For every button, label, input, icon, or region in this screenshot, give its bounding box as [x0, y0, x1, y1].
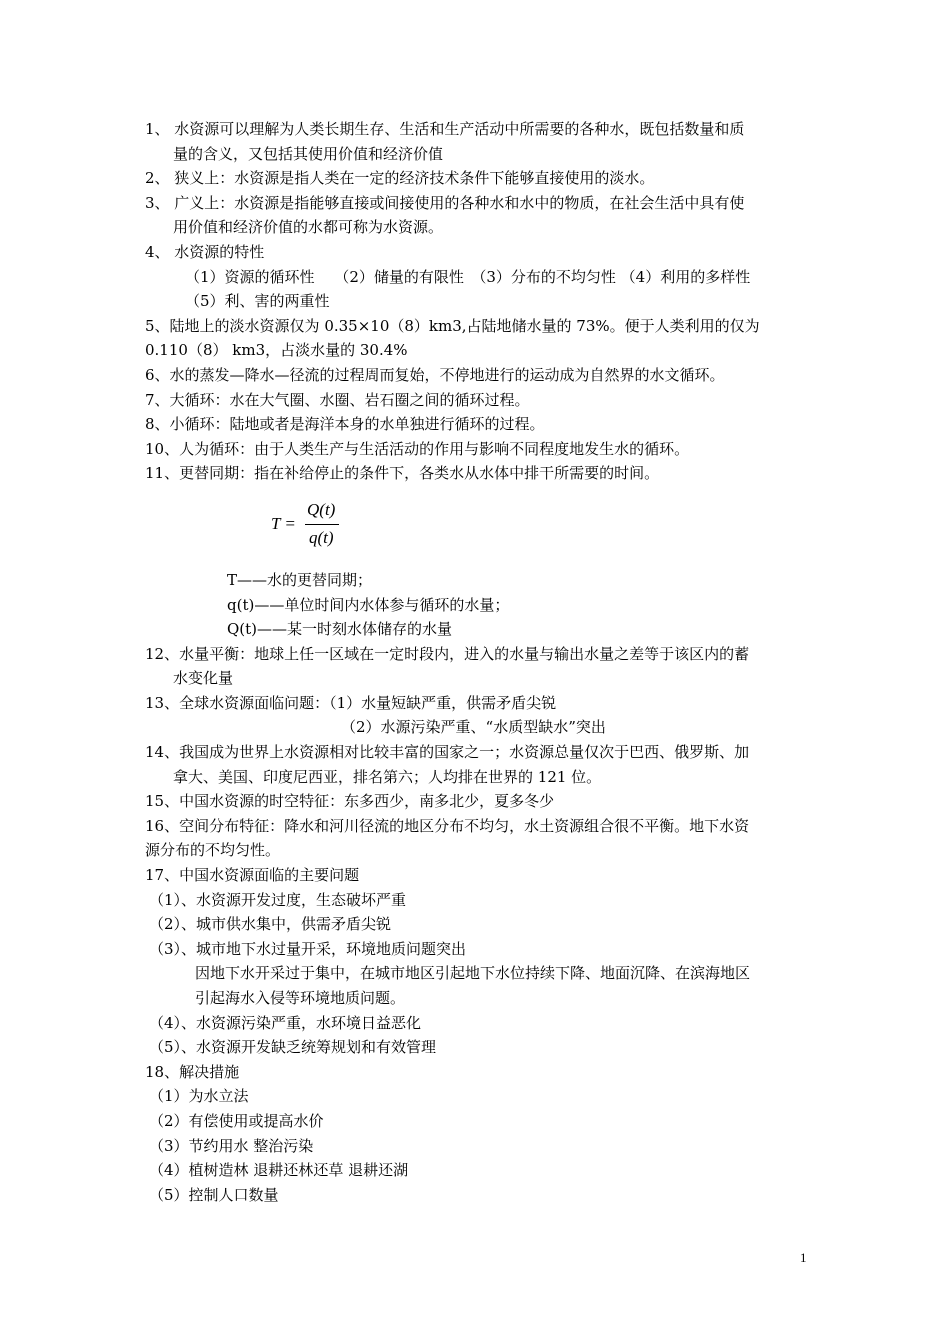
item-6: 6、水的蒸发—降水—径流的过程周而复始，不停地进行的运动成为自然界的水文循环。 [145, 365, 725, 384]
formula-def-q: q(t)——单位时间内水体参与循环的水量； [227, 595, 510, 614]
item-7: 7、大循环：水在大气圈、水圈、岩石圈之间的循环过程。 [145, 390, 530, 409]
item-14-line-1: 14、我国成为世界上水资源相对比较丰富的国家之一；水资源总量仅次于巴西、俄罗斯、加 [145, 743, 750, 762]
item-2: 2、 狭义上：水资源是指人类在一定的经济技术条件下能够直接使用的淡水。 [145, 169, 655, 188]
item-17-sub-2: （2）、城市供水集中，供需矛盾尖锐 [149, 915, 392, 934]
item-17-sub-5: （5）、水资源开发缺乏统筹规划和有效管理 [149, 1038, 437, 1057]
item-4-line-2: （5）利、害的两重性 [185, 292, 330, 311]
item-17-sub-3: （3）、城市地下水过量开采，环境地质问题突出 [149, 939, 467, 958]
item-16-line-2: 源分布的不均匀性。 [145, 841, 281, 860]
item-12-line-1: 12、水量平衡：地球上任一区域在一定时段内，进入的水量与输出水量之差等于该区内的蓄 [145, 644, 750, 663]
item-5-line-1: 5、陆地上的淡水资源仅为 0.35×10（8）km3,占陆地储水量的 73%。便于人类利用的仅为 [145, 316, 760, 335]
item-16-line-1: 16、空间分布特征：降水和河川径流的地区分布不均匀，水土资源组合很不平衡。地下水资 [145, 816, 750, 835]
item-18-heading: 18、解决措施 [145, 1062, 240, 1081]
item-18-sub-1: （1）为水立法 [149, 1087, 249, 1106]
item-1-line-2: 量的含义，又包括其使用价值和经济价值 [173, 144, 444, 163]
item-13-line-1: 13、全球水资源面临问题：（1）水量短缺严重，供需矛盾尖锐 [145, 693, 557, 712]
item-18-sub-4: （4）植树造林 退耕还林还草 退耕还湖 [149, 1161, 409, 1180]
item-1-line-1: 1、 水资源可以理解为人类长期生存、生活和生产活动中所需要的各种水，既包括数量和质 [145, 120, 745, 138]
formula-numerator: Q(t) [307, 499, 336, 519]
item-4-heading: 4、 水资源的特性 [145, 242, 265, 261]
document-body [145, 117, 810, 1207]
item-17-sub-4: （4）、水资源污染严重，水环境日益恶化 [149, 1013, 422, 1032]
turnover-formula [145, 486, 810, 568]
item-10: 10、人为循环：由于人类生产与生活活动的作用与影响不同程度地发生水的循环。 [145, 439, 690, 458]
item-18-sub-3: （3）节约用水 整治污染 [149, 1136, 314, 1155]
formula-def-Q: Q(t)——某一时刻水体储存的水量 [227, 620, 453, 639]
item-17-sub-3-detail-1: 因地下水开采过于集中，在城市地区引起地下水位持续下降、地面沉降、在滨海地区 [195, 964, 751, 983]
item-5-line-2: 0.110（8） km3，占淡水量的 30.4% [145, 341, 408, 360]
item-13-line-2: （2）水源污染严重、“水质型缺水”突出 [341, 718, 606, 737]
item-17-sub-3-detail-2: 引起海水入侵等环境地质问题。 [195, 989, 406, 1007]
page-number: 1 [800, 1250, 807, 1265]
fraction-bar [305, 524, 339, 525]
item-18-sub-2: （2）有偿使用或提高水价 [149, 1111, 324, 1130]
item-14-line-2: 拿大、美国、印度尼西亚，排名第六；人均排在世界的 121 位。 [173, 767, 602, 786]
item-3-line-2: 用价值和经济价值的水都可称为水资源。 [173, 218, 444, 237]
item-15: 15、中国水资源的时空特征：东多西少，南多北少，夏多冬少 [145, 792, 555, 811]
formula-def-T: T——水的更替同期； [227, 570, 373, 589]
item-17-sub-1: （1）、水资源开发过度，生态破坏严重 [149, 890, 407, 909]
item-4-line-1: （1）资源的循环性 （2）储量的有限性 （3）分布的不均匀性 （4）利用的多样性 [185, 267, 751, 286]
item-3-line-1: 3、 广义上：水资源是指能够直接或间接使用的各种水和水中的物质，在社会生活中具有使 [145, 193, 745, 212]
formula-denominator: q(t) [309, 527, 334, 547]
item-17-heading: 17、中国水资源面临的主要问题 [145, 866, 360, 885]
item-18-sub-5: （5）控制人口数量 [149, 1185, 279, 1204]
formula-lhs: T = [271, 513, 296, 533]
item-8: 8、小循环：陆地或者是海洋本身的水单独进行循环的过程。 [145, 415, 545, 434]
item-12-line-2: 水变化量 [173, 669, 234, 688]
item-11: 11、更替同期：指在补给停止的条件下，各类水从水体中排干所需要的时间。 [145, 464, 660, 483]
